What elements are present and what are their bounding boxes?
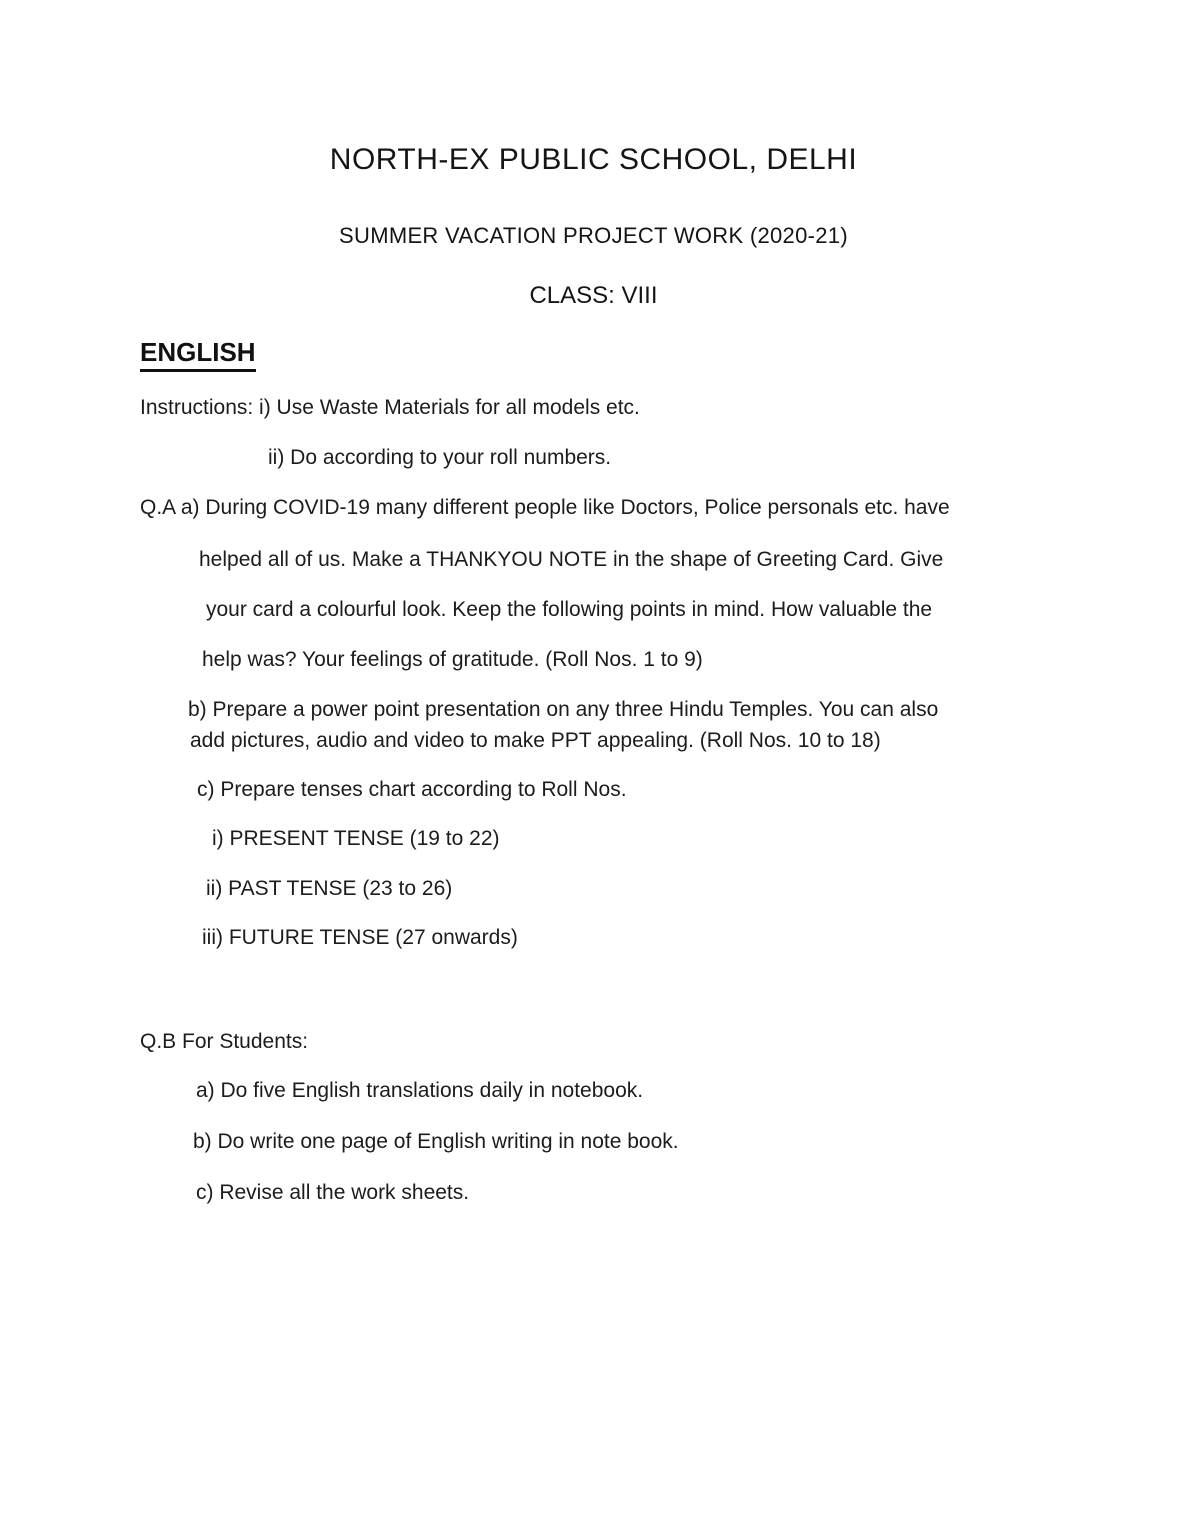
question-b-item-c: c) Revise all the work sheets.	[196, 1181, 470, 1204]
instruction-line-1: Instructions: i) Use Waste Materials for all models etc.	[140, 396, 640, 419]
question-b-item-a: a) Do five English translations daily in notebook.	[196, 1079, 644, 1102]
question-a-line-2: helped all of us. Make a THANKYOU NOTE in the shape of Greeting Card. Give	[199, 548, 944, 571]
question-b-item-b: b) Do write one page of English writing in note book.	[193, 1130, 679, 1153]
question-a-line-4: help was? Your feelings of gratitude. (Roll Nos. 1 to 9)	[202, 648, 703, 671]
tense-item-future: iii) FUTURE TENSE (27 onwards)	[202, 926, 518, 949]
instruction-line-2: ii) Do according to your roll numbers.	[268, 446, 612, 469]
question-a-line-1: Q.A a) During COVID-19 many different people like Doctors, Police personals etc. have	[140, 496, 950, 519]
question-a-item-b-line-2: add pictures, audio and video to make PPT appealing. (Roll Nos. 10 to 18)	[190, 729, 881, 752]
question-a-item-b-line-1: b) Prepare a power point presentation on any three Hindu Temples. You can also	[188, 698, 939, 721]
question-b-heading: Q.B For Students:	[140, 1030, 309, 1053]
document-title: NORTH-EX PUBLIC SCHOOL, DELHI	[329, 143, 858, 176]
class-line: CLASS: VIII	[529, 282, 658, 309]
tense-item-past: ii) PAST TENSE (23 to 26)	[206, 877, 453, 900]
tense-item-present: i) PRESENT TENSE (19 to 22)	[212, 827, 500, 850]
question-a-line-3: your card a colourful look. Keep the following points in mind. How valuable the	[206, 598, 933, 621]
document-subtitle: SUMMER VACATION PROJECT WORK (2020-21)	[339, 223, 848, 248]
question-a-item-c: c) Prepare tenses chart according to Roll Nos.	[197, 778, 627, 801]
section-heading-english: ENGLISH	[140, 337, 256, 372]
